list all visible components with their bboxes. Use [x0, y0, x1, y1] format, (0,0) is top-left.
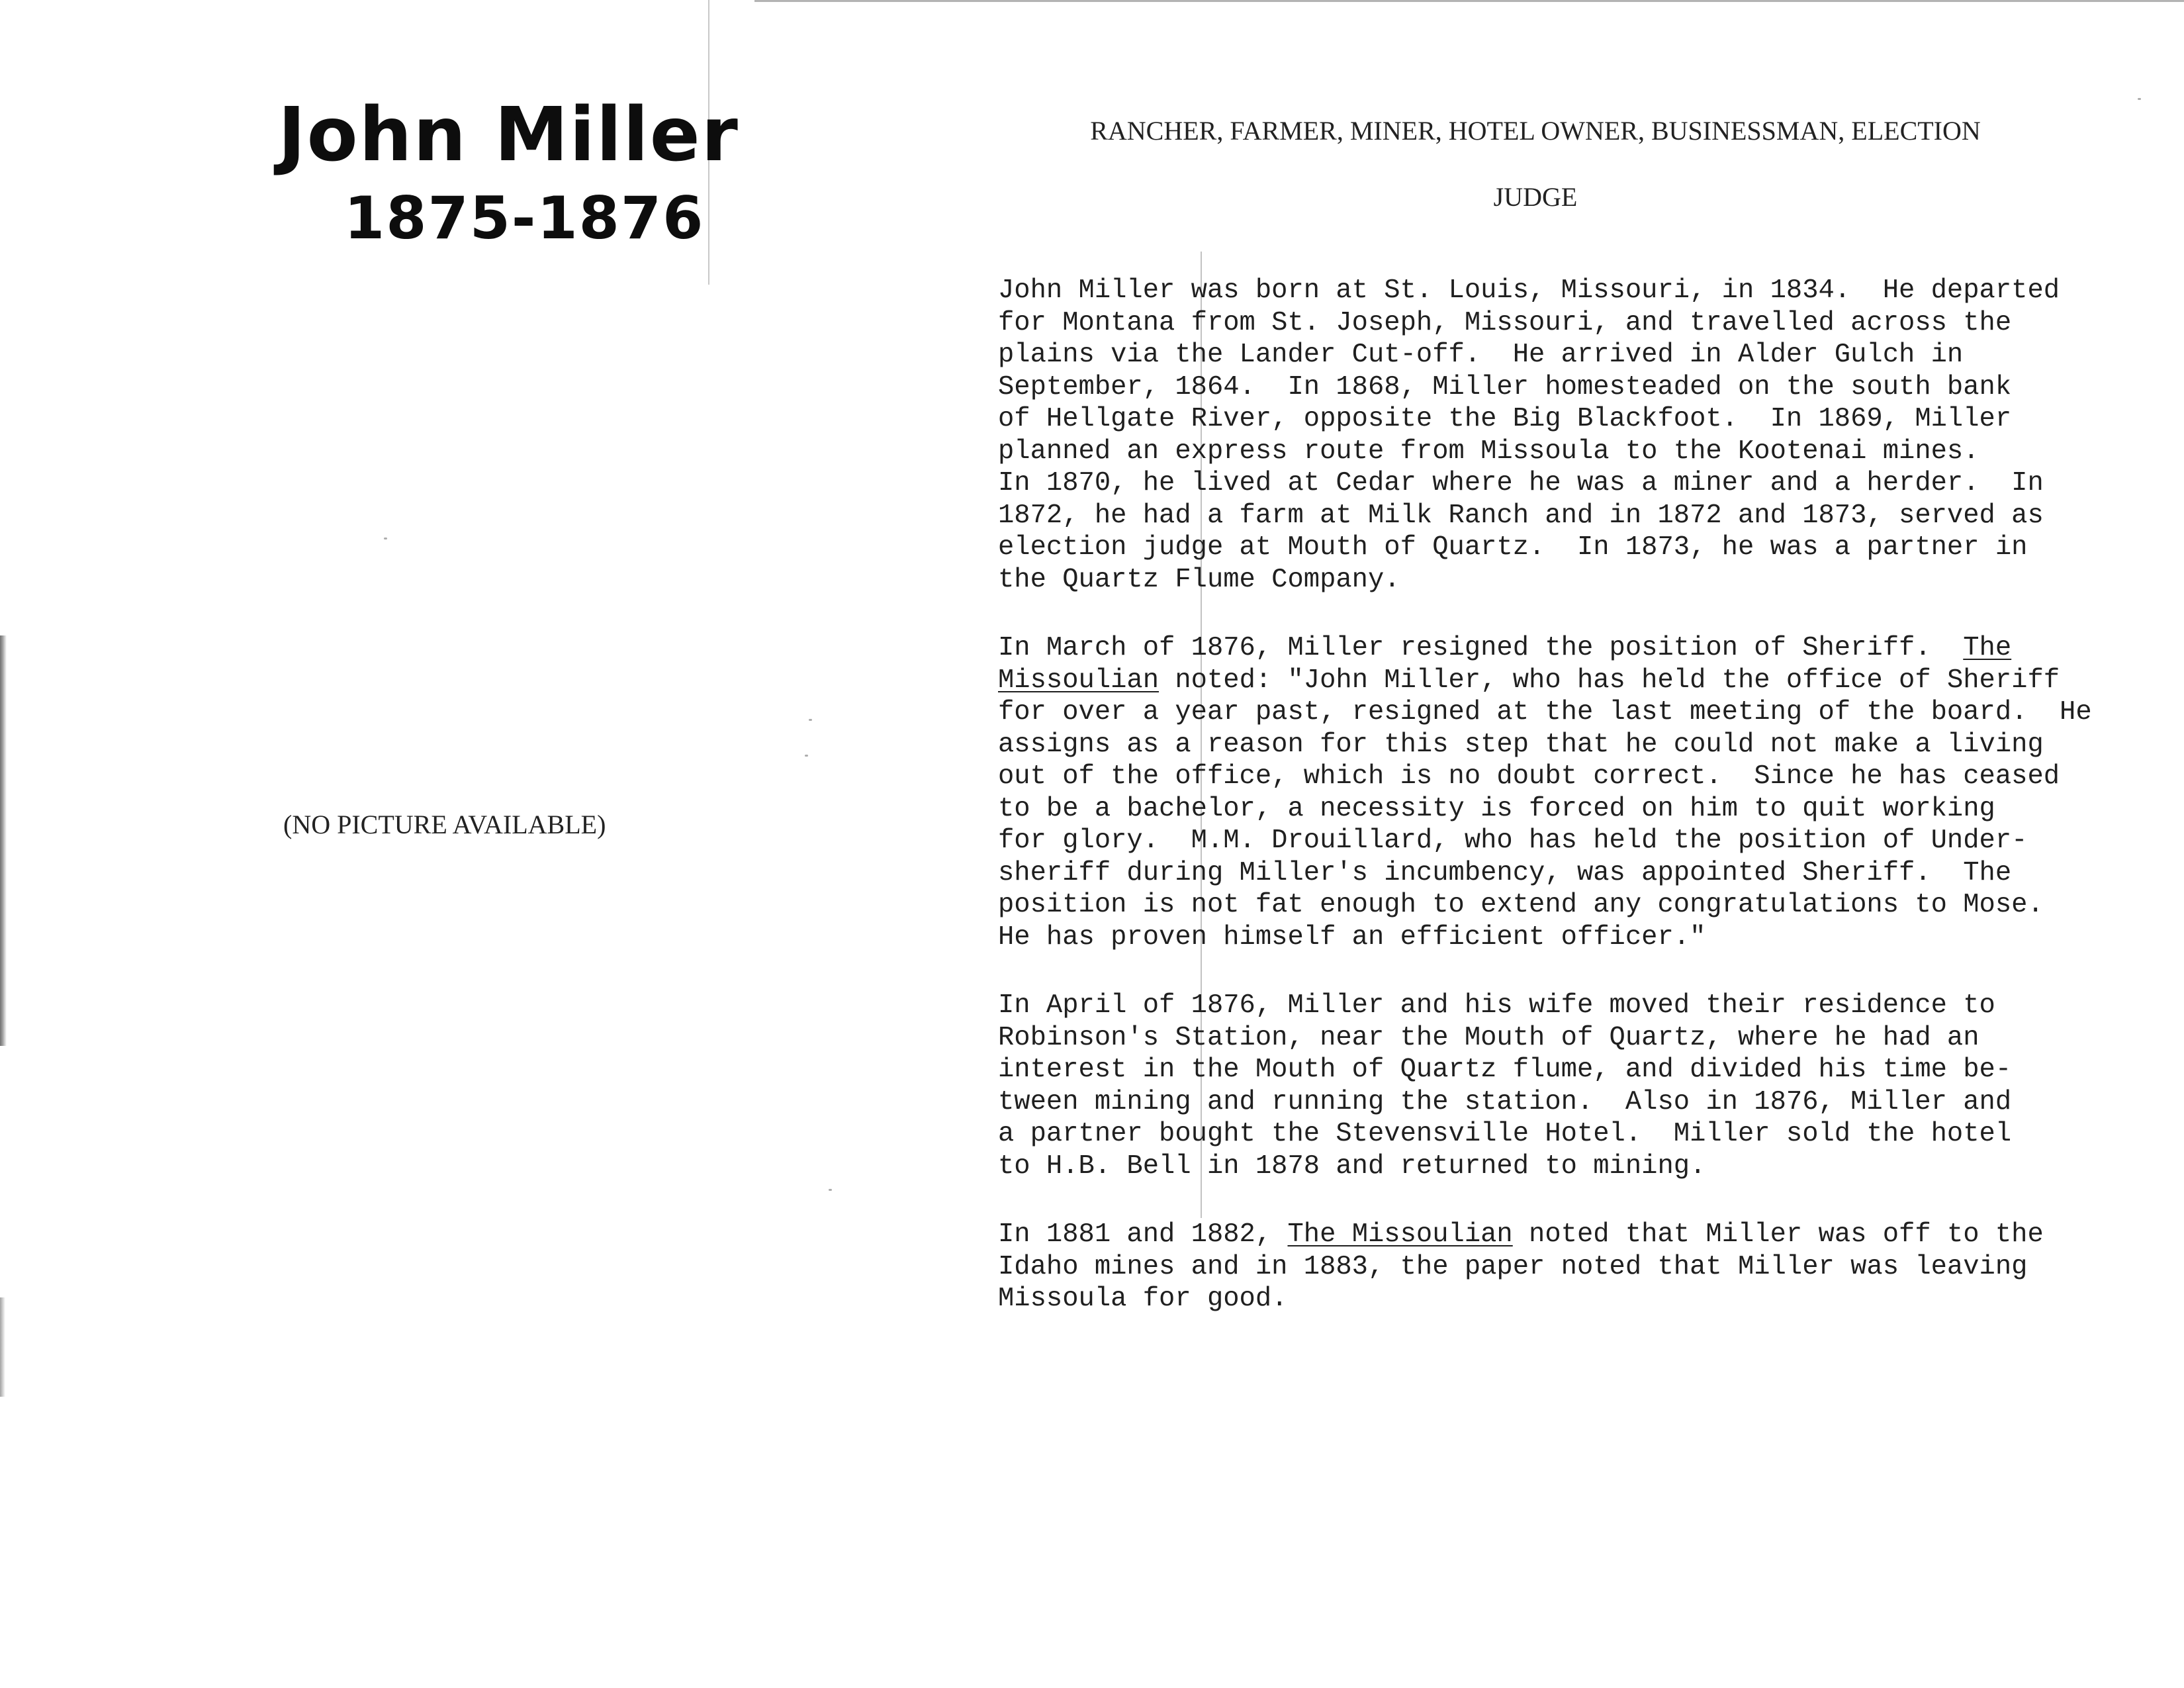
text-line: the Quartz Flume Company. — [998, 564, 1400, 595]
text-line: He has proven himself an efficient officer." — [998, 921, 1706, 953]
paragraph-resignation — [998, 632, 2156, 953]
text-segment: In 1881 and 1882, — [998, 1219, 1288, 1250]
paragraph-robinsons-station — [998, 990, 2156, 1182]
occupations-heading — [1052, 98, 2019, 230]
text-line: planned an express route from Missoula to the Kootenai mines. — [998, 436, 1979, 467]
text-line: 1872, he had a farm at Milk Ranch and in 1872 and 1873, served as — [998, 500, 2044, 531]
text-line: sheriff during Miller's incumbency, was appointed Sheriff. The — [998, 857, 2012, 888]
text-line: for Montana from St. Joseph, Missouri, and travelled across the — [998, 307, 2012, 338]
term-years: 1875-1876 — [344, 184, 705, 252]
text-line: for over a year past, resigned at the last meeting of the board. He — [998, 697, 2092, 727]
text-line: In April of 1876, Miller and his wife moved their residence to — [998, 990, 1995, 1021]
scan-left-edge-shadow-lower — [0, 1297, 5, 1397]
biography-text — [998, 275, 2156, 1352]
scan-speck — [384, 538, 387, 539]
text-line: tween mining and running the station. Also in 1876, Miller and — [998, 1086, 2012, 1117]
text-segment: noted that Miller was off to the — [1512, 1219, 2044, 1250]
text-line: Idaho mines and in 1883, the paper noted that Miller was leaving — [998, 1251, 2028, 1282]
text-line: John Miller was born at St. Louis, Missouri, in 1834. He departed — [998, 275, 2060, 306]
text-line: to be a bachelor, a necessity is forced on him to quit working — [998, 793, 1995, 824]
paragraph-early-life — [998, 275, 2156, 596]
scan-speck — [829, 1189, 832, 1191]
text-line: interest in the Mouth of Quartz flume, and divided his time be- — [998, 1055, 2012, 1085]
photo-placeholder: (NO PICTURE AVAILABLE) — [283, 810, 606, 839]
text-line: out of the office, which is no doubt correct. Since he has ceased — [998, 761, 2060, 792]
text-line: election judge at Mouth of Quartz. In 1873, he was a partner in — [998, 532, 2028, 563]
newspaper-title: The — [1963, 633, 2012, 663]
text-line: for glory. M.M. Drouillard, who has held the position of Under- — [998, 825, 2028, 856]
newspaper-title: The Missoulian — [1287, 1219, 1513, 1250]
text-line: Missoula for good. — [998, 1284, 1288, 1314]
scan-speck — [2138, 98, 2141, 100]
text-line: In 1870, he lived at Cedar where he was a miner and a herder. In — [998, 468, 2044, 498]
newspaper-title: Missoulian — [998, 665, 1160, 696]
text-line: September, 1864. In 1868, Miller homesteaded on the south bank — [998, 371, 2012, 402]
text-line: a partner bought the Stevensville Hotel. Miller sold the hotel — [998, 1119, 2012, 1149]
scan-left-edge-shadow — [0, 635, 7, 1046]
heading-line: JUDGE — [1493, 182, 1578, 212]
text-segment: noted: "John Miller, who has held the office of Sheriff — [1159, 665, 2060, 696]
text-line — [998, 665, 2156, 697]
text-line: of Hellgate River, opposite the Big Blackfoot. In 1869, Miller — [998, 404, 2012, 434]
text-line: position is not fat enough to extend any congratulations to Mose. — [998, 890, 2044, 920]
paragraph-later-years — [998, 1219, 2156, 1315]
person-name: John Miller — [278, 92, 739, 178]
text-line: plains via the Lander Cut-off. He arrived in Alder Gulch in — [998, 340, 1964, 370]
text-line: Robinson's Station, near the Mouth of Quartz, where he had an — [998, 1022, 1979, 1053]
text-line: to H.B. Bell in 1878 and returned to mining. — [998, 1150, 1706, 1182]
text-line: assigns as a reason for this step that he could not make a living — [998, 729, 2044, 760]
text-line — [998, 1219, 2156, 1251]
scan-top-rule — [754, 0, 2184, 2]
scan-speck — [805, 755, 808, 757]
heading-line: RANCHER, FARMER, MINER, HOTEL OWNER, BUSINESSMAN, ELECTION — [1090, 116, 1981, 146]
text-segment: In March of 1876, Miller resigned the position of Sheriff. — [998, 633, 1964, 663]
scan-speck — [809, 719, 812, 721]
text-line — [998, 632, 2156, 665]
